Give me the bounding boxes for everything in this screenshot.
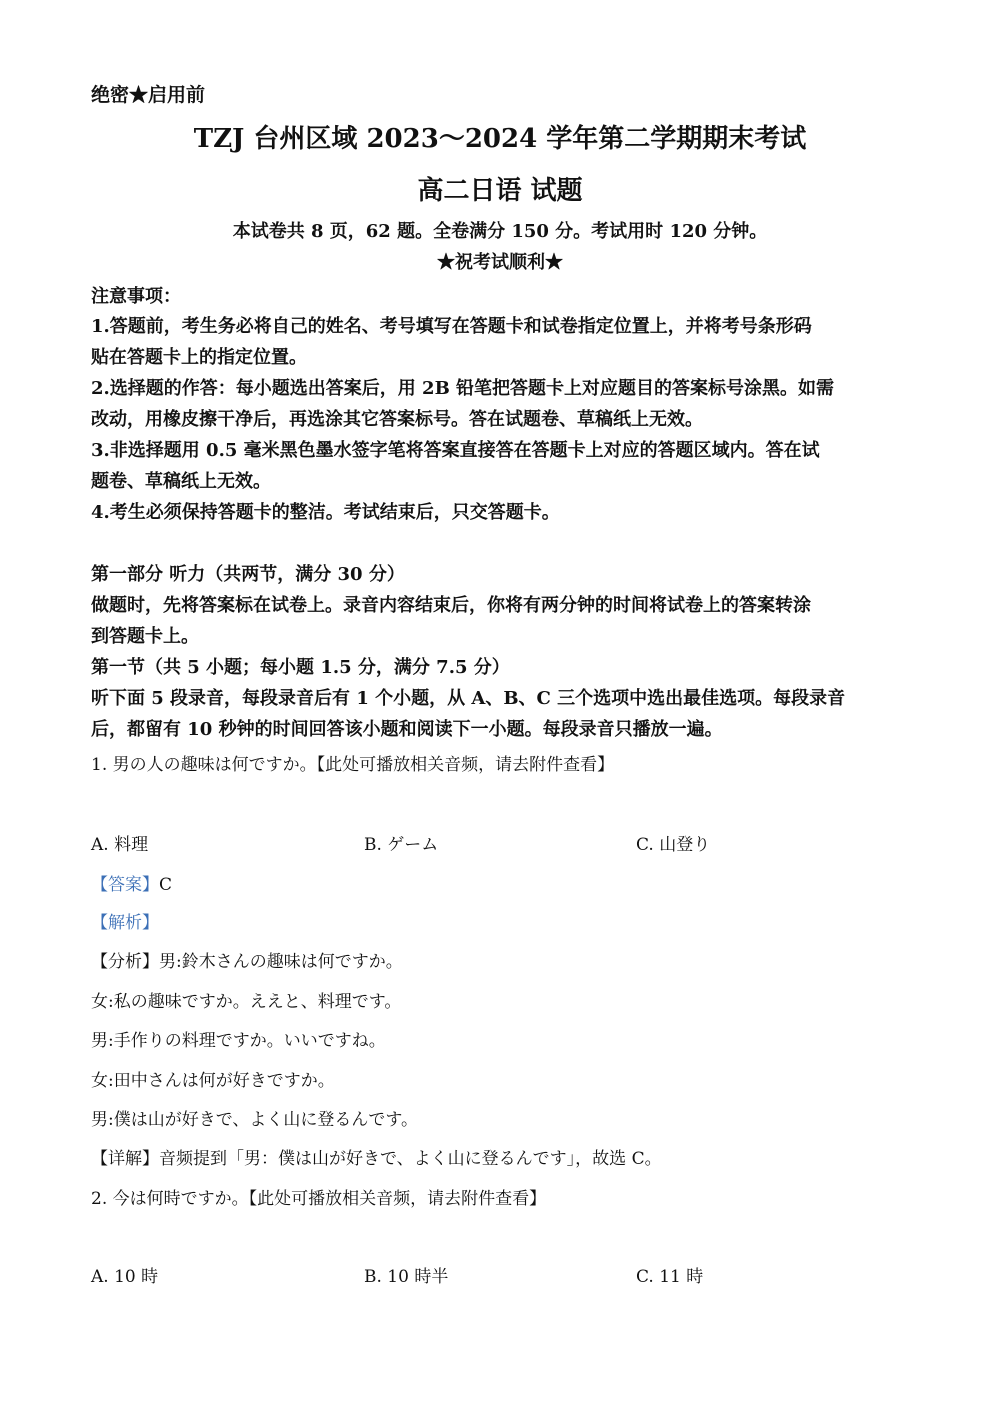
- notice-line: 贴在答题卡上的指定位置。: [91, 347, 307, 368]
- detail-tag: 【详解】: [91, 1149, 159, 1169]
- q1-dialogue-line: 女:私の趣味ですか。ええと、料理です。: [91, 992, 402, 1012]
- part1-instruction: 做题时，先将答案标在试卷上。录音内容结束后，你将有两分钟的时间将试卷上的答案转涂: [91, 595, 811, 616]
- q1-dialogue-line: 女:田中さんは何が好きですか。: [91, 1071, 335, 1091]
- q1-answer: [91, 870, 172, 895]
- notice-heading: 注意事项：: [91, 286, 181, 307]
- q1-option-a[interactable]: A. 料理: [91, 835, 149, 855]
- notice-line: 改动，用橡皮擦干净后，再选涂其它答案标号。答在试题卷、草稿纸上无效。: [91, 409, 703, 430]
- section1-instruction: 后，都留有 10 秒钟的时间回答该小题和阅读下一小题。每段录音只播放一遍。: [91, 719, 723, 740]
- part1-instruction: 到答题卡上。: [91, 626, 199, 647]
- q1-option-c[interactable]: C. 山登り: [636, 835, 711, 855]
- exam-subtitle: 高二日语 试题: [417, 176, 583, 206]
- section1-heading: 第一节（共 5 小题；每小题 1.5 分，满分 7.5 分）: [91, 657, 510, 678]
- exam-wish: ★祝考试顺利★: [437, 252, 563, 273]
- q2-option-a[interactable]: A. 10 時: [91, 1267, 159, 1287]
- exam-info: 本试卷共 8 页，62 题。全卷满分 150 分。考试用时 120 分钟。: [232, 221, 768, 242]
- question-1: 1. 男の人の趣味は何ですか。【此处可播放相关音频，请去附件查看】: [91, 755, 615, 775]
- q1-detail: [91, 1144, 662, 1169]
- notice-line: 4.考生必须保持答题卡的整洁。考试结束后，只交答题卡。: [91, 502, 560, 523]
- dialogue-text: 男:鈴木さんの趣味は何ですか。: [159, 952, 403, 972]
- q2-option-b[interactable]: B. 10 時半: [364, 1267, 449, 1287]
- answer-tag: 【答案】: [91, 875, 159, 895]
- part1-heading: 第一部分 听力（共两节，满分 30 分）: [91, 564, 405, 585]
- q1-dialogue-line: 男:手作りの料理ですか。いいですね。: [91, 1031, 386, 1051]
- q2-option-c[interactable]: C. 11 時: [636, 1267, 704, 1287]
- q1-dialogue-line: 男:僕は山が好きで、よく山に登るんです。: [91, 1110, 419, 1130]
- question-2: 2. 今は何時ですか。【此处可播放相关音频，请去附件查看】: [91, 1189, 547, 1209]
- notice-line: 题卷、草稿纸上无效。: [91, 471, 271, 492]
- notice-line: 3.非选择题用 0.5 毫米黑色墨水签字笔将答案直接答在答题卡上对应的答题区域内。答在试: [91, 440, 820, 461]
- analysis-tag: 【解析】: [91, 913, 159, 933]
- exam-title: TZJ 台州区域 2023～2024 学年第二学期期末考试: [193, 124, 807, 154]
- q1-dialogue-line: [91, 947, 403, 972]
- q1-option-b[interactable]: B. ゲーム: [364, 835, 439, 855]
- notice-line: 1.答题前，考生务必将自己的姓名、考号填写在答题卡和试卷指定位置上，并将考号条形码: [91, 316, 812, 337]
- fenxi-tag: 【分析】: [91, 952, 159, 972]
- detail-text: 音频提到「男：僕は山が好きで、よく山に登るんです」，故选 C。: [159, 1149, 662, 1169]
- confidential-label: 绝密★启用前: [91, 84, 206, 106]
- section1-instruction: 听下面 5 段录音，每段录音后有 1 个小题，从 A、B、C 三个选项中选出最佳选项。每段录音: [91, 688, 846, 709]
- notice-line: 2.选择题的作答：每小题选出答案后，用 2B 铅笔把答题卡上对应题目的答案标号涂黑。如需: [91, 378, 835, 399]
- answer-value: C: [159, 875, 173, 895]
